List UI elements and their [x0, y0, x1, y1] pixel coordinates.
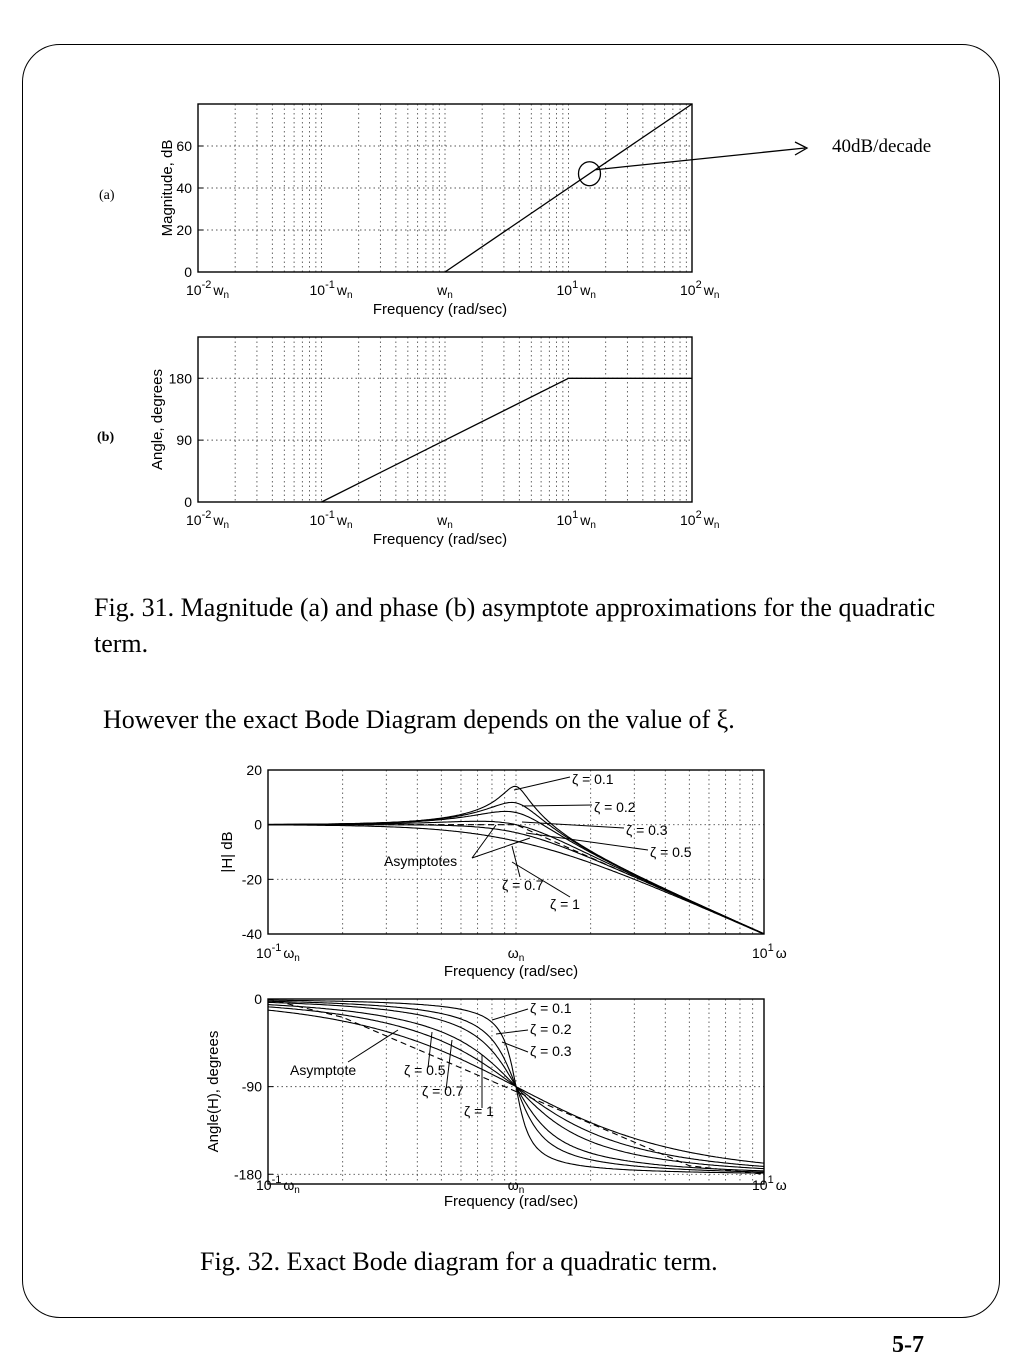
y-axis-label: Angle, degrees [149, 369, 166, 470]
x-tick-label: $10^2$ $w_n$ [680, 509, 720, 531]
curve-label: ζ = 1 [464, 1103, 494, 1119]
y-tick-label: 0 [254, 991, 262, 1007]
figure-31-caption: Fig. 31. Magnitude (a) and phase (b) asymptote approximations for the quadratic term. [94, 593, 936, 658]
asymptote-leader [348, 1030, 398, 1062]
figure-32-caption: Fig. 32. Exact Bode diagram for a quadratic term. [200, 1247, 718, 1276]
curve-label: ζ = 0.3 [530, 1043, 572, 1059]
y-tick-label: -40 [241, 926, 262, 942]
curve-label: ζ = 0.2 [594, 799, 636, 815]
exact-bode-note: However the exact Bode Diagram depends on the value of ξ. [103, 705, 735, 734]
y-tick-label: 20 [176, 222, 192, 238]
y-tick-label: -90 [241, 1078, 262, 1095]
curve-label: ζ = 0.1 [572, 771, 614, 787]
curve-label-leader [496, 1030, 528, 1034]
curve-label: ζ = 0.5 [650, 844, 692, 860]
x-tick-label: $10^1$ ω [752, 1174, 787, 1193]
curve-label: ζ = 0.2 [530, 1021, 572, 1037]
x-axis-label: Frequency (rad/sec) [443, 963, 579, 980]
y-tick-label: 0 [254, 816, 262, 833]
fig31b-axes [149, 337, 719, 548]
x-tick-label: $10^{-2}$ $w_n$ [186, 509, 230, 531]
asymptotes-leader [472, 825, 496, 858]
curve-label: ζ = 0.5 [404, 1062, 446, 1078]
x-tick-label: $10^{-2}$ $w_n$ [186, 279, 230, 301]
curve-label: ζ = 0.7 [502, 877, 544, 893]
x-tick-label: $10^1$ $w_n$ [556, 509, 596, 531]
asymptotes-leader [472, 838, 530, 858]
y-tick-label: -180 [233, 1166, 262, 1183]
slope-annotation: 40dB/decade [832, 136, 932, 157]
y-tick-label: 0 [184, 264, 192, 280]
y-axis-label: Magnitude, dB [159, 139, 176, 237]
x-tick-label: $\omega_n$ [507, 945, 525, 964]
y-tick-label: 90 [176, 432, 192, 449]
x-tick-label: $w_n$ [437, 282, 453, 301]
x-axis-label: Frequency (rad/sec) [443, 1193, 579, 1210]
y-axis-label: Angle(H), degrees [205, 1030, 222, 1153]
x-tick-label: $10^1$ $w_n$ [556, 279, 596, 301]
curve-label-leader [492, 1009, 528, 1020]
asymptote-label: Asymptote [290, 1062, 357, 1078]
fig31a-axes [159, 104, 719, 318]
curve-label: ζ = 0.1 [530, 1000, 572, 1016]
fig32phase-axes [205, 991, 787, 1210]
x-tick-label: $10^{-1}$ $\omega_n$ [256, 1174, 300, 1196]
x-tick-label: $w_n$ [437, 512, 453, 531]
y-axis-label: |H| dB [219, 831, 236, 873]
y-tick-label: 180 [168, 370, 192, 387]
x-axis-label: Frequency (rad/sec) [372, 301, 508, 318]
curve-label: ζ = 0.7 [422, 1083, 464, 1099]
asymptotes-label: Asymptotes [384, 853, 458, 869]
x-tick-label: $\omega_n$ [507, 1177, 525, 1196]
phase-curve [268, 1010, 764, 1163]
x-tick-label: $10^2$ $w_n$ [680, 279, 720, 301]
x-tick-label: $10^1$ ω [752, 942, 787, 961]
phase-asymptote-line [322, 378, 693, 502]
curve-label-leader [522, 822, 624, 828]
annotation-arrow-line [595, 148, 805, 170]
panel-a-label: (a) [99, 188, 115, 203]
x-tick-label: $10^{-1}$ $\omega_n$ [256, 942, 300, 964]
panel-b-label: (b) [97, 430, 115, 445]
x-tick-label: $10^{-1}$ $w_n$ [309, 509, 353, 531]
curve-label: ζ = 1 [550, 896, 580, 912]
x-axis-label: Frequency (rad/sec) [372, 531, 508, 548]
y-tick-label: 40 [176, 180, 192, 196]
page-number: 5-7 [892, 1332, 924, 1358]
curve-label: ζ = 0.3 [626, 822, 668, 838]
y-tick-label: -20 [241, 871, 262, 888]
y-tick-label: 60 [176, 138, 192, 154]
y-tick-label: 20 [246, 762, 262, 778]
curve-label-leader [512, 846, 520, 877]
curve-label-leader [502, 1042, 528, 1052]
y-tick-label: 0 [184, 494, 192, 510]
x-tick-label: $10^{-1}$ $w_n$ [309, 279, 353, 301]
curve-label-leader [514, 777, 570, 790]
